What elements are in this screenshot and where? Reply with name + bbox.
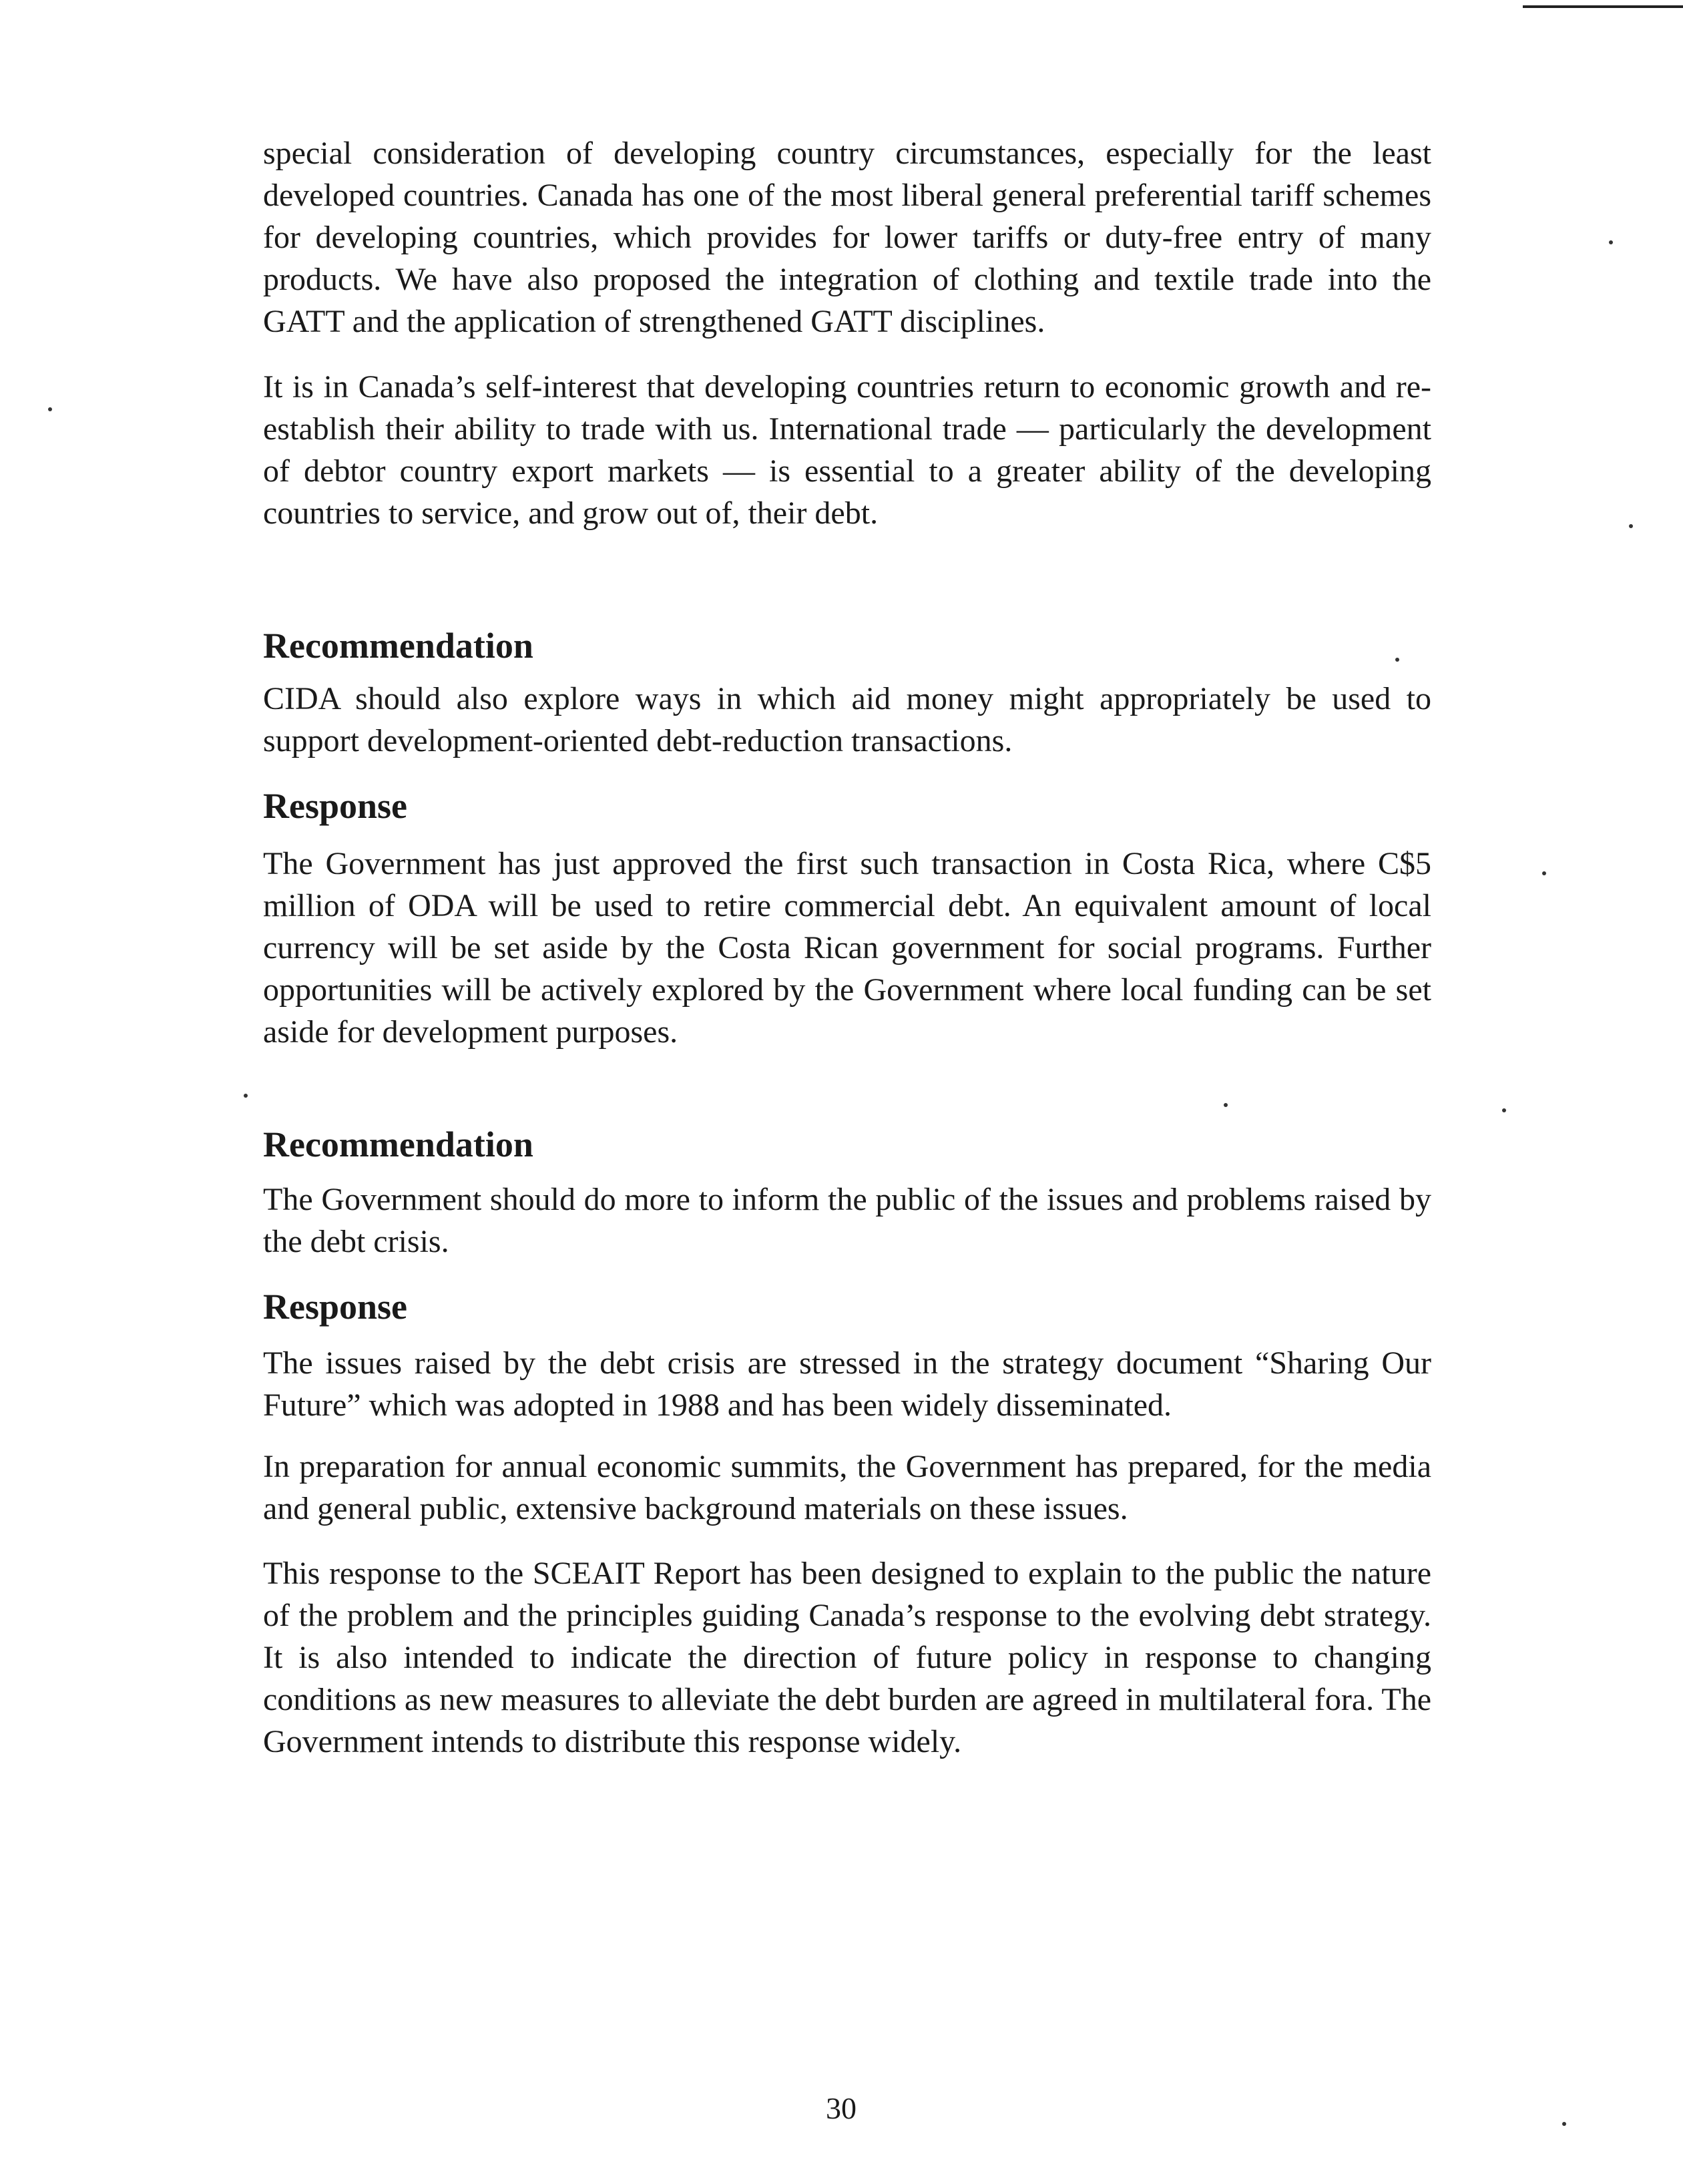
section1-response-heading: Response	[263, 786, 408, 826]
scan-speck	[1609, 240, 1613, 244]
section1-recommendation-block	[263, 624, 1431, 667]
scan-speck	[1395, 658, 1399, 662]
section2-response-paragraph-2: In preparation for annual economic summits, the Government has prepared, for the media and general public, extensive background materials on these issues.	[263, 1449, 1431, 1526]
section1-recommendation-heading: Recommendation	[263, 626, 533, 666]
scan-speck	[1629, 524, 1633, 528]
section1-response-block	[263, 785, 1431, 827]
section2-recommendation-text-block	[263, 1178, 1431, 1263]
page-number: 30	[826, 2091, 857, 2125]
scan-speck	[1502, 1108, 1506, 1112]
section1-recommendation-text-block	[263, 678, 1431, 762]
section2-response-paragraph-1: The issues raised by the debt crisis are stressed in the strategy document “Sharing Our Future” which was adopted in 1988 and has been widely disseminated.	[263, 1345, 1431, 1423]
section1-response-text-block	[263, 843, 1431, 1053]
section2-recommendation-block	[263, 1123, 1431, 1166]
intro-paragraph-1-block	[263, 132, 1431, 343]
section2-response-heading: Response	[263, 1287, 408, 1327]
section2-recommendation-heading: Recommendation	[263, 1124, 533, 1164]
section2-response-paragraph-3-block	[263, 1552, 1431, 1763]
section2-response-block	[263, 1285, 1431, 1328]
scan-edge-line	[1523, 5, 1683, 8]
section2-response-paragraph-1-block	[263, 1342, 1431, 1426]
scan-speck	[1542, 871, 1546, 875]
scan-speck	[1224, 1103, 1228, 1107]
section1-recommendation-text: CIDA should also explore ways in which aid money might appropriately be used to support development-oriented debt-reduction transactions.	[263, 681, 1431, 758]
scan-speck	[1562, 2122, 1566, 2126]
intro-paragraph-1: special consideration of developing country circumstances, especially for the least developed countries. Canada has one of the most liberal general preferential tariff schemes for developing countries, which provides for lower tariffs or duty-free entry of many products. We have also proposed the integration of clothing and textile trade into the GATT and the application of strengthened GATT disciplines.	[263, 136, 1431, 339]
intro-paragraph-2: It is in Canada’s self-interest that developing countries return to economic growth and re-establish their ability to trade with us. International trade — particularly the development of debtor country export markets — is essential to a greater ability of the developing countries to service, and grow out of, their debt.	[263, 369, 1431, 531]
scan-speck	[244, 1094, 248, 1098]
section2-recommendation-text: The Government should do more to inform the public of the issues and problems raised by the debt crisis.	[263, 1182, 1431, 1259]
section1-response-text: The Government has just approved the first such transaction in Costa Rica, where C$5 million of ODA will be used to retire commercial debt. An equivalent amount of local currency will be set aside by the Costa Rican government for social programs. Further opportunities will be actively explored by the Government where local funding can be set aside for development purposes.	[263, 846, 1431, 1050]
section2-response-paragraph-2-block	[263, 1446, 1431, 1530]
scan-speck	[48, 407, 52, 411]
intro-paragraph-2-block	[263, 366, 1431, 534]
section2-response-paragraph-3: This response to the SCEAIT Report has been designed to explain to the public the nature of the problem and the principles guiding Canada’s response to the evolving debt strategy. It is also intended to indicate the direction of future policy in response to changing conditions as new measures to alleviate the debt burden are agreed in multilateral fora. The Government intends to distribute this response widely.	[263, 1556, 1431, 1759]
